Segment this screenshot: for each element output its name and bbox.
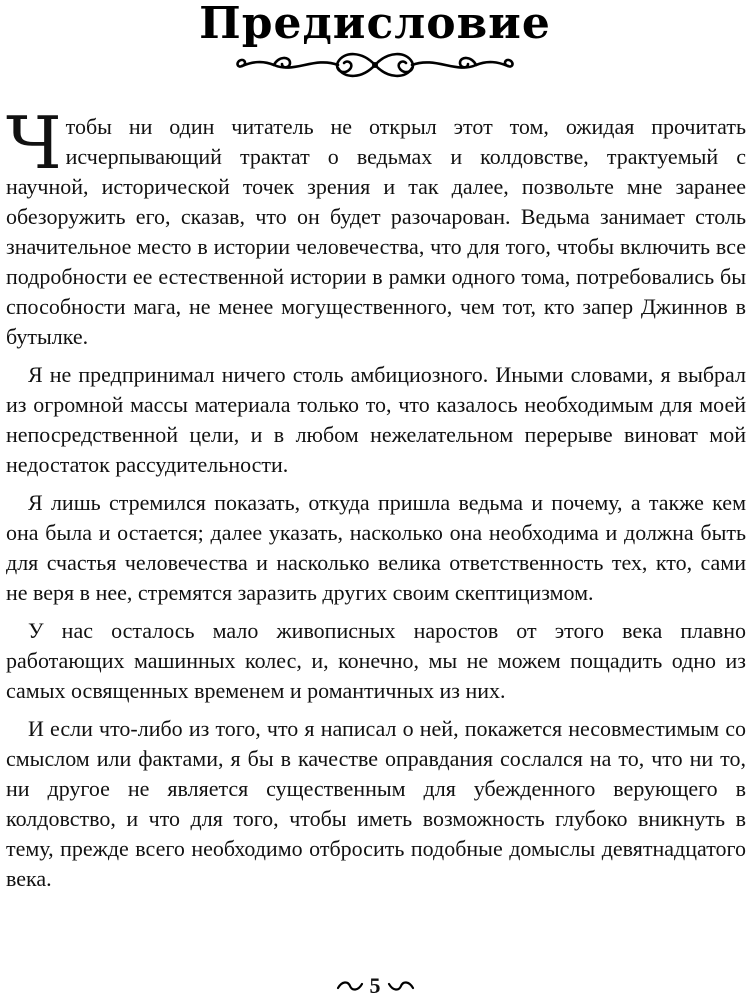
page-number: 5 xyxy=(369,973,381,998)
paragraph-3: Я лишь стремился показать, откуда пришла ведьма и почему, а также кем она была и остается; далее указать, насколько она необходима и должна быть для счастья человечества и насколько велика ответственность тех, кто, сами не веря в нее, стремятся заразить других своим скептицизмом. xyxy=(6,490,746,605)
preface-text xyxy=(6,101,746,902)
chapter-heading: Предисловие xyxy=(199,0,551,49)
paragraph-2: Я не предпринимал ничего столь амбициозного. Иными словами, я выбрал из огромной массы материала только то, что казалось необходимым для моей непосредственной цели, и в любом нежелательном перерыве виноват мой недостаток рассудительности. xyxy=(6,362,746,477)
swash-icon xyxy=(336,979,364,993)
drop-cap: Ч xyxy=(6,101,62,185)
paragraph-5: И если что-либо из того, что я написал о ней, покажется несовместимым со смыслом или фактами, я бы в качестве оправдания сослался на то, что ни то, ни другое не является существенным для убежденного верующего в колдовство, и что для того, чтобы иметь возможность глубоко вникнуть в тему, прежде всего необходимо отбросить подобные домыслы девятнадцатого века. xyxy=(6,716,746,891)
page-footer xyxy=(0,974,750,998)
paragraph-1-text: тобы ни один читатель не открыл этот том, ожидая прочитать исчерпывающий трактат о ведьмах и колдовстве, трактуемый с научной, исторической точек зрения и так далее, позвольте мне заранее обезоружить его, сказав, что он будет разочарован. Ведьма занимает столь значительное место в истории человечества, что для того, чтобы включить все подробности ее естественной истории в рамки одного тома, потребовались бы способности мага, не менее могущественного, чем тот, кто запер Джиннов в бутылке. xyxy=(6,114,746,349)
flourish-ornament-icon xyxy=(234,48,516,82)
paragraph-4: У нас осталось мало живописных наростов от этого века плавно работающих машинных колес, и, конечно, мы не можем пощадить одно из самых освященных временем и романтичных из них. xyxy=(6,618,746,703)
paragraph-1 xyxy=(6,101,746,352)
swash-icon xyxy=(387,979,415,993)
